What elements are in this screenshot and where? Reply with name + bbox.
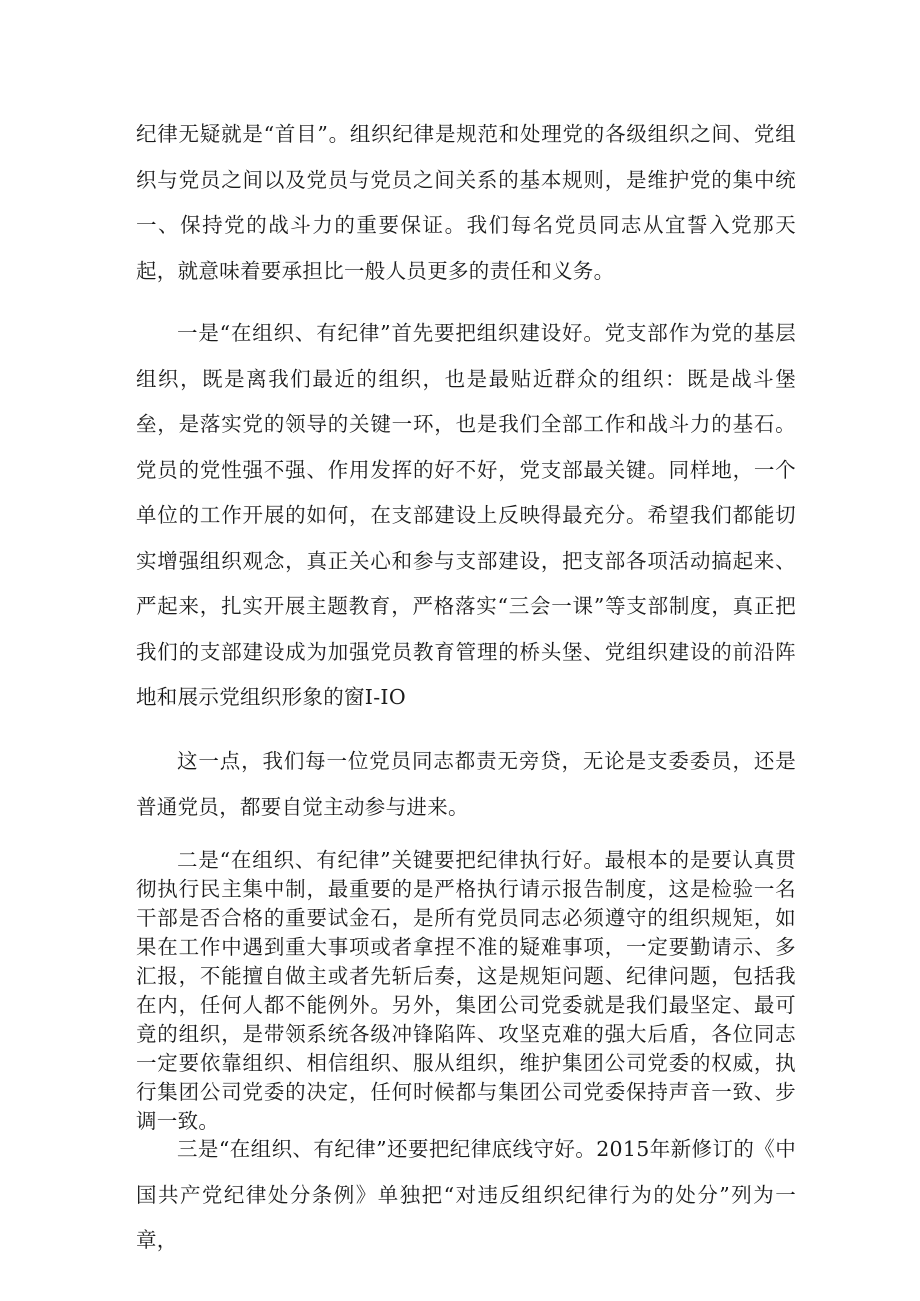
- paragraph-point-two-discipline: 二是“在组织、有纪律”关键要把纪律执行好。最根本的是要认真贯彻执行民主集中制，最重要的是严格执行请示报告制度，这是检验一名干部是否合格的重要试金石，是所有党员同志必须遵守的组织规矩，如果在工作中遇到重大事项或者拿捏不准的疑难事项，一定要勤请示、多汇报，不能擅自做主或者先斩后奏，这是规矩问题、纪律问题，包括我在内，任何人都不能例外。另外，集团公司党委就是我们最坚定、最可竟的组织，是带领系统各级冲锋陷阵、攻坚克难的强大后盾，各位同志一定要依靠组织、相信组织、服从组织，维护集团公司党委的权威，执行集团公司党委的决定，任何时候都与集团公司党委保持声音一致、步调一致。: [136, 848, 796, 1133]
- paragraph-organizational-discipline-intro: 纪律无疑就是“首目”。组织纪律是规范和处理党的各级组织之间、党组织与党员之间以及党员与党员之间关系的基本规则，是维护党的集中统一、保持党的战斗力的重要保证。我们每名党员同志从宜誓入党那天起，就意味着要承担比一般人员更多的责任和义务。: [136, 122, 796, 283]
- paragraph-point-three-bottom-line: 三是“在组织、有纪律”还要把纪律底线守好。2015年新修订的《中国共产党纪律处分条例》单独把“对违反组织纪律行为的处分”列为一章，: [136, 1137, 796, 1252]
- paragraph-member-participation: 这一点，我们每一位党员同志都责无旁贷，无论是支委委员，还是普通党员，都要自觉主动参与进来。: [136, 749, 796, 819]
- paragraph-point-one-organization: 一是“在组织、有纪律”首先要把组织建设好。党支部作为党的基层组织，既是离我们最近的组织，也是最贴近群众的组织：既是战斗堡垒，是落实党的领导的关键一环，也是我们全部工作和战斗力的基石。党员的党性强不强、作用发挥的好不好，党支部最关键。同样地，一个单位的工作开展的如何，在支部建设上反映得最充分。希望我们都能切实增强组织观念，真正关心和参与支部建设，把支部各项活动搞起来、严起来，扎实开展主题教育，严格落实“三会一课”等支部制度，真正把我们的支部建设成为加强党员教育管理的桥头堡、党组织建设的前沿阵地和展示党组织形象的窗I-IO: [136, 321, 796, 709]
